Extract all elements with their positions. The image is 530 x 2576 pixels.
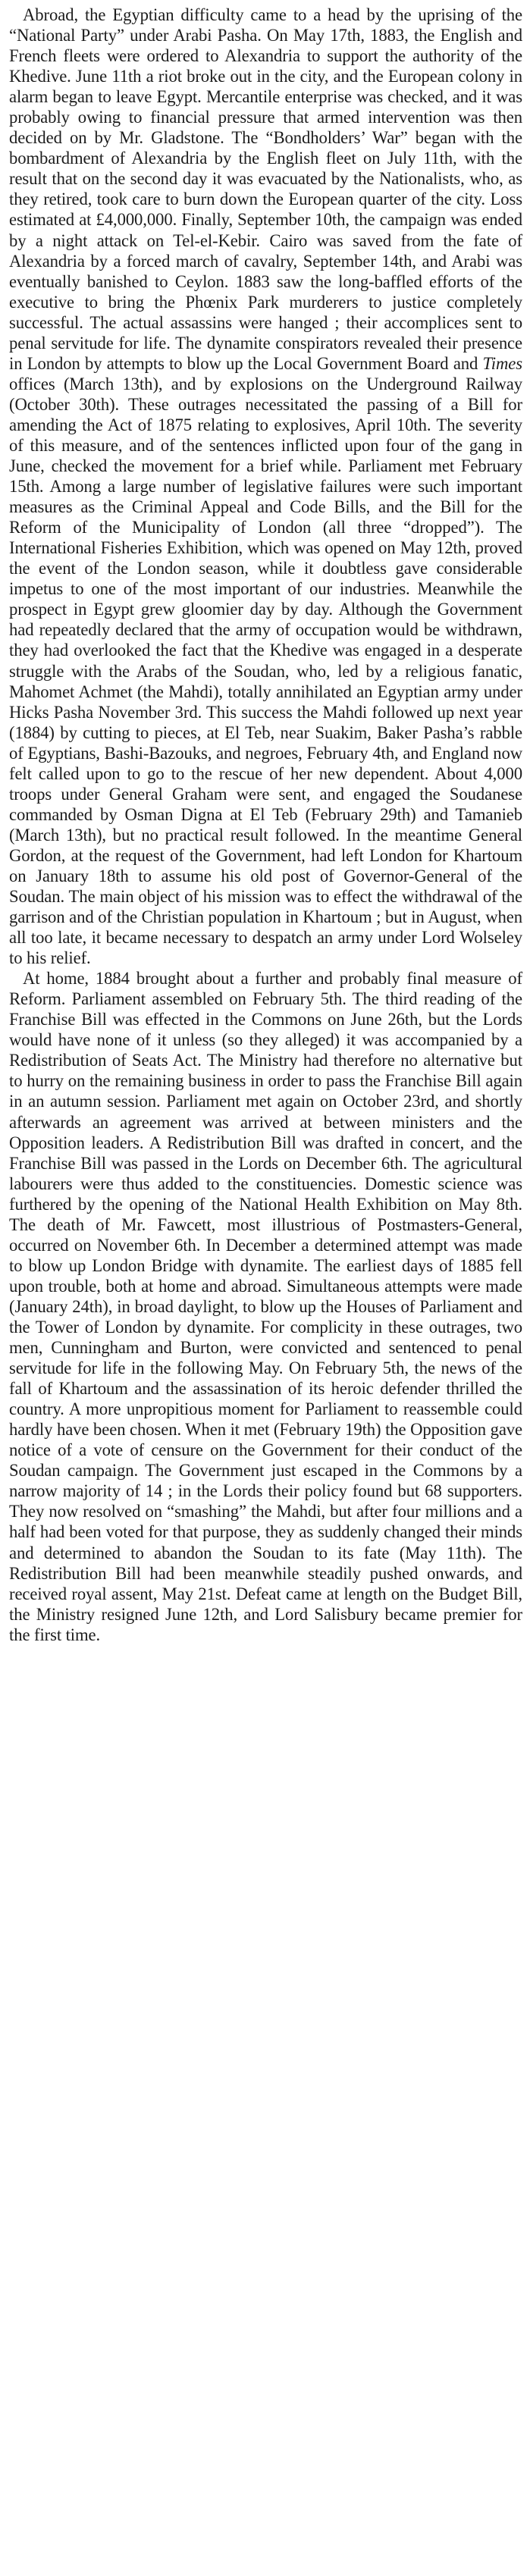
article-body	[9, 5, 522, 1645]
text-segment: offices (March 13th), and by explosions on the Underground Railway (October 30th). These outrages necessitated the passing of a Bill for amending the Act of 1875 relating to explosives, April 10th. The severity of this measure, and of the sentences inflicted upon four of the gang in June, checked the movement for a brief while. Parliament met February 15th. Among a large number of legislative failures were such important measures as the Criminal Appeal and Code Bills, and the Bill for the Reform of the Municipality of London (all three “dropped”). The International Fisheries Exhibition, which was opened on May 12th, proved the event of the London season, while it doubtless gave considerable impetus to one of the most important of our industries. Meanwhile the prospect in Egypt grew gloomier day by day. Although the Government had repeatedly declared that the army of occupation would be withdrawn, they had overlooked the fact that the Khedive was engaged in a desperate struggle with the Arabs of the Soudan, who, led by a religious fanatic, Mahomet Achmet (the Mahdi), totally annihilated an Egyptian army under Hicks Pasha November 3rd. This success the Mahdi followed up next year (1884) by cutting to pieces, at El Teb, near Suakim, Baker Pasha’s rabble of Egyptians, Bashi-Bazouks, and negroes, February 4th, and England now felt called upon to go to the rescue of her new dependent. About 4,000 troops under General Graham were sent, and engaged the Soudanese commanded by Osman Digna at El Teb (February 29th) and Tamanieb (March 13th), but no practical result followed. In the meantime General Gordon, at the request of the Government, had left London for Khartoum on January 18th to assume his old post of Governor-General of the Soudan. The main object of his mission was to effect the withdrawal of the garrison and of the Christian population in Khartoum ; but in August, when all too late, it became necessary to despatch an army under Lord Wolseley to his relief.	[9, 374, 522, 968]
text-segment: Abroad, the Egyptian difficulty came to a head by the uprising of the “National Party” under Arabi Pasha. On May 17th, 1883, the English and French fleets were ordered to Alexandria to support the authority of the Khedive. June 11th a riot broke out in the city, and the European colony in alarm began to leave Egypt. Mercantile enterprise was checked, and it was probably owing to financial pressure that armed intervention was then decided on by Mr. Gladstone. The “Bondholders’ War” began with the bombardment of Alexandria by the English fleet on July 11th, with the result that on the second day it was evacuated by the Nationalists, who, as they retired, took care to burn down the European quarter of the city. Loss estimated at £4,000,000. Finally, September 10th, the campaign was ended by a night attack on Tel-el-Kebir. Cairo was saved from the fate of Alexandria by a forced march of cavalry, September 14th, and Arabi was eventually banished to Ceylon. 1883 saw the long-baffled efforts of the executive to bring the Phœnix Park murderers to justice completely successful. The actual assassins were hanged ; their accomplices sent to penal servitude for life. The dynamite conspirators revealed their presence in London by attempts to blow up the Local Government Board and	[9, 5, 522, 373]
times-newspaper-title: Times	[482, 353, 522, 373]
text-segment: At home, 1884 brought about a further and probably final measure of Reform. Parliament assembled on February 5th. The third reading of the Franchise Bill was effected in the Commons on June 26th, but the Lords would have none of it unless (so they alleged) it was accompanied by a Redistribution of Seats Act. The Ministry had therefore no alternative but to hurry on the remaining business in order to pass the Franchise Bill again in an autumn session. Parliament met again on October 23rd, and shortly afterwards an agreement was arrived at between ministers and the Opposition leaders. A Redistribution Bill was drafted in concert, and the Franchise Bill was passed in the Lords on December 6th. The agricultural labourers were thus added to the constituencies. Domestic science was furthered by the opening of the National Health Exhibition on May 8th. The death of Mr. Fawcett, most illustrious of Postmasters-General, occurred on November 6th. In December a determined attempt was made to blow up London Bridge with dynamite. The earliest days of 1885 fell upon trouble, both at home and abroad. Simultaneous attempts were made (January 24th), in broad daylight, to blow up the Houses of Parliament and the Tower of London by dynamite. For complicity in these outrages, two men, Cunningham and Burton, were convicted and sentenced to penal servitude for life in the following May. On February 5th, the news of the fall of Khartoum and the assassination of its heroic defender thrilled the country. A more unpropitious moment for Parliament to reassemble could hardly have been chosen. When it met (February 19th) the Opposition gave notice of a vote of censure on the Government for their conduct of the Soudan campaign. The Government just escaped in the Commons by a narrow majority of 14 ; in the Lords their policy found but 68 supporters. They now resolved on “smashing” the Mahdi, but after four millions and a half had been voted for that purpose, they as suddenly changed their minds and determined to abandon the Soudan to its fate (May 11th). The Redistribution Bill had been meanwhile steadily pushed onwards, and received royal assent, May 21st. Defeat came at length on the Budget Bill, the Ministry resigned June 12th, and Lord Salisbury became premier for the first time.	[9, 969, 522, 1644]
paragraph-abroad	[9, 5, 522, 968]
paragraph-at-home	[9, 968, 522, 1645]
